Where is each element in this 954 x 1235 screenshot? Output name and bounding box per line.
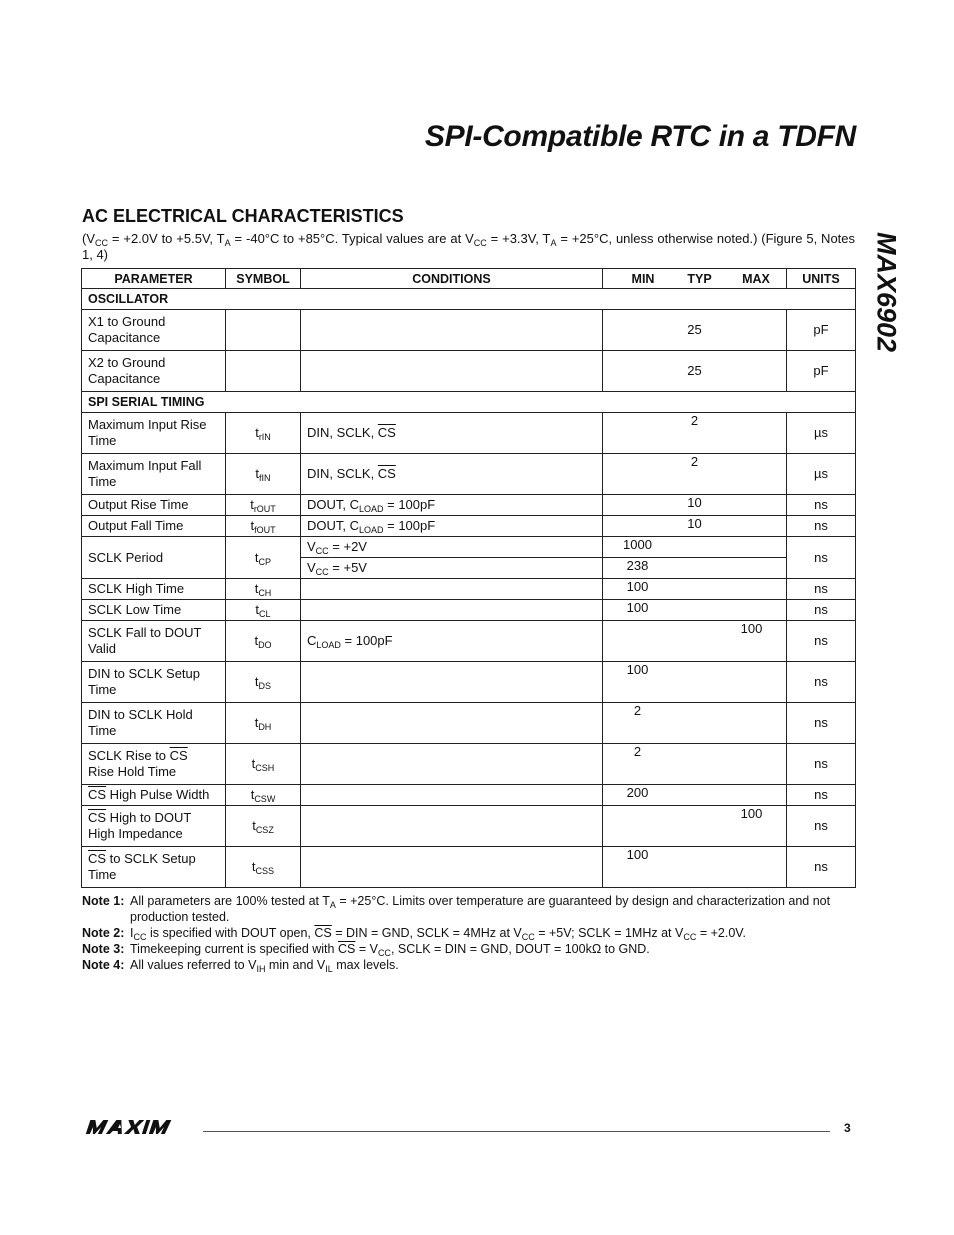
cell-units: µs — [787, 413, 856, 454]
cell-units: ns — [787, 785, 856, 806]
cell-symbol: $t_{CSH}$ — [226, 744, 301, 785]
cell-symbol: $t_{DH}$ — [226, 703, 301, 744]
cell-symbol: $t_{CL}$ — [226, 600, 301, 621]
footer-divider — [203, 1131, 830, 1132]
cell-conditions — [301, 351, 603, 392]
cell-min: 100 — [626, 847, 649, 862]
notes-section — [82, 893, 855, 973]
table-row — [82, 310, 856, 351]
group-row-spi-serial-timing: SPI SERIAL TIMING — [82, 392, 856, 413]
cell-conditions: $C_{LOAD} = 100pF$ — [301, 621, 603, 662]
cell-units: ns — [787, 516, 856, 537]
col-header-parameter: PARAMETER — [82, 269, 226, 289]
cell-values — [603, 558, 787, 579]
col-header-units: UNITS — [787, 269, 856, 289]
table-row — [82, 806, 856, 847]
cell-symbol: $t_{CH}$ — [226, 579, 301, 600]
cell-units: ns — [787, 600, 856, 621]
cell-min: 1000 — [623, 537, 652, 552]
cell-values — [603, 785, 787, 806]
document-title: SPI-Compatible RTC in a TDFN — [424, 120, 856, 153]
cell-max: 100 — [740, 621, 763, 636]
cell-conditions: $V_{CC} = +5V$ — [301, 558, 603, 579]
cell-symbol: $t_{CSZ}$ — [226, 806, 301, 847]
table-row — [82, 579, 856, 600]
note-1: Note 1: All parameters are 100% tested at $T_A = +25^\circ C$. Limits over temperature are guaranteed by design and characterization and not production tested. — [82, 894, 831, 924]
cell-symbol — [226, 351, 301, 392]
cell-parameter: X2 to Ground Capacitance — [82, 351, 226, 392]
test-conditions: ($V_{CC} = +2.0V$ to +5.5V, $T_A = -40^\circ C$ to +85°C. Typical values are at $V_{CC} = +3.3V$, $T_A = +25^\circ C$, unless otherwise noted.) (Figure 5, Notes 1, 4) — [82, 231, 856, 262]
table-row — [82, 516, 856, 537]
cell-conditions — [301, 600, 603, 621]
cell-parameter: SCLK Low Time — [82, 600, 226, 621]
cell-conditions — [301, 744, 603, 785]
cell-conditions — [301, 579, 603, 600]
cell-units: pF — [787, 310, 856, 351]
table-row — [82, 847, 856, 888]
maxim-logo — [83, 1118, 191, 1141]
cell-units: ns — [787, 744, 856, 785]
cell-symbol: $t_{CP}$ — [226, 537, 301, 579]
cell-typ: 25 — [687, 363, 702, 378]
cell-symbol — [226, 310, 301, 351]
cell-conditions — [301, 806, 603, 847]
table-header-row — [82, 269, 856, 289]
cell-units: ns — [787, 495, 856, 516]
cell-min: 100 — [626, 600, 649, 615]
cell-values — [603, 662, 787, 703]
cell-min: 200 — [626, 785, 649, 800]
cell-parameter: $\overline{CS}$ High Pulse Width — [82, 785, 226, 806]
cell-min: 100 — [626, 662, 649, 677]
cell-min: 2 — [633, 744, 642, 759]
col-header-typ: TYP — [687, 271, 712, 286]
note-3: Note 3: Timekeeping current is specified with $\overline{CS} = V_{CC}$, SCLK = DIN = GND, DOUT = 100kΩ to GND. — [82, 942, 650, 958]
group-row-oscillator: OSCILLATOR — [82, 289, 856, 310]
col-header-min: MIN — [631, 271, 655, 286]
cell-parameter: SCLK Fall to DOUT Valid — [82, 621, 226, 662]
cell-typ: 10 — [687, 495, 702, 510]
cell-units: ns — [787, 806, 856, 847]
note-2: Note 2: $I_{CC}$ is specified with DOUT open, $\overline{CS}$ = DIN = GND, SCLK = 4MHz at $V_{CC} = +5V$; SCLK = 1MHz at $V_{CC} = +2.0V$. — [82, 926, 746, 942]
cell-conditions: $V_{CC} = +2V$ — [301, 537, 603, 558]
cell-parameter: $\overline{CS}$ High to DOUT High Impedance — [82, 806, 226, 847]
cell-symbol: $t_{DO}$ — [226, 621, 301, 662]
cell-typ: 25 — [687, 322, 702, 337]
col-header-min-typ-max — [603, 269, 787, 289]
cell-max: 100 — [740, 806, 763, 821]
cell-units: ns — [787, 579, 856, 600]
cell-values — [603, 454, 787, 495]
table-row — [82, 744, 856, 785]
cell-values — [603, 579, 787, 600]
table-row — [82, 785, 856, 806]
table-row — [82, 662, 856, 703]
cell-values — [603, 495, 787, 516]
table-row — [82, 600, 856, 621]
cell-symbol: $t_{fOUT}$ — [226, 516, 301, 537]
cell-min: 2 — [633, 703, 642, 718]
cell-conditions — [301, 662, 603, 703]
col-header-max: MAX — [742, 271, 770, 286]
table-row — [82, 703, 856, 744]
cell-values — [603, 744, 787, 785]
cell-units: ns — [787, 847, 856, 888]
col-header-symbol: SYMBOL — [226, 269, 301, 289]
cell-parameter: SCLK Rise to $\overline{CS}$ Rise Hold Time — [82, 744, 226, 785]
cell-conditions — [301, 785, 603, 806]
cell-typ: 2 — [690, 454, 699, 469]
cell-min: 238 — [626, 558, 649, 573]
table-row — [82, 495, 856, 516]
cell-values — [603, 516, 787, 537]
cell-values — [603, 310, 787, 351]
cell-units: µs — [787, 454, 856, 495]
cell-values — [603, 413, 787, 454]
cell-typ: 2 — [690, 413, 699, 428]
cell-conditions — [301, 847, 603, 888]
cell-values — [603, 537, 787, 558]
cell-parameter: SCLK High Time — [82, 579, 226, 600]
cell-units: pF — [787, 351, 856, 392]
table-row — [82, 537, 856, 558]
cell-conditions — [301, 703, 603, 744]
table-row — [82, 454, 856, 495]
cell-typ: 10 — [687, 516, 702, 531]
cell-conditions — [301, 310, 603, 351]
table-row — [82, 351, 856, 392]
cell-units: ns — [787, 703, 856, 744]
cell-parameter: SCLK Period — [82, 537, 226, 579]
page-number: 3 — [844, 1121, 851, 1135]
cell-units: ns — [787, 537, 856, 579]
cell-parameter: DIN to SCLK Hold Time — [82, 703, 226, 744]
cell-values — [603, 351, 787, 392]
cell-conditions: DIN, SCLK, $\overline{CS}$ — [301, 413, 603, 454]
cell-parameter: $\overline{CS}$ to SCLK Setup Time — [82, 847, 226, 888]
cell-values — [603, 621, 787, 662]
cell-min: 100 — [626, 579, 649, 594]
cell-values — [603, 847, 787, 888]
cell-parameter: X1 to Ground Capacitance — [82, 310, 226, 351]
cell-parameter: DIN to SCLK Setup Time — [82, 662, 226, 703]
cell-symbol: $t_{DS}$ — [226, 662, 301, 703]
col-header-conditions: CONDITIONS — [301, 269, 603, 289]
cell-parameter: Output Rise Time — [82, 495, 226, 516]
table-row — [82, 621, 856, 662]
cell-symbol: $t_{CSS}$ — [226, 847, 301, 888]
cell-parameter: Output Fall Time — [82, 516, 226, 537]
table-row — [82, 413, 856, 454]
cell-symbol: $t_{CSW}$ — [226, 785, 301, 806]
cell-conditions: DOUT, $C_{LOAD} = 100pF$ — [301, 495, 603, 516]
cell-conditions: DIN, SCLK, $\overline{CS}$ — [301, 454, 603, 495]
part-number-text: MAX6902 — [871, 231, 902, 353]
section-title: AC ELECTRICAL CHARACTERISTICS — [82, 206, 404, 226]
cell-parameter: Maximum Input Rise Time — [82, 413, 226, 454]
cell-symbol: $t_{rOUT}$ — [226, 495, 301, 516]
cell-parameter: Maximum Input Fall Time — [82, 454, 226, 495]
side-part-number — [866, 212, 906, 372]
cell-units: ns — [787, 621, 856, 662]
cell-values — [603, 600, 787, 621]
cell-units: ns — [787, 662, 856, 703]
cell-values — [603, 806, 787, 847]
note-4: Note 4: All values referred to $V_{IH}$ min and $V_{IL}$ max levels. — [82, 958, 399, 974]
ac-characteristics-table — [81, 268, 856, 888]
cell-conditions: DOUT, $C_{LOAD} = 100pF$ — [301, 516, 603, 537]
cell-symbol: $t_{rIN}$ — [226, 413, 301, 454]
cell-symbol: $t_{fIN}$ — [226, 454, 301, 495]
cell-values — [603, 703, 787, 744]
